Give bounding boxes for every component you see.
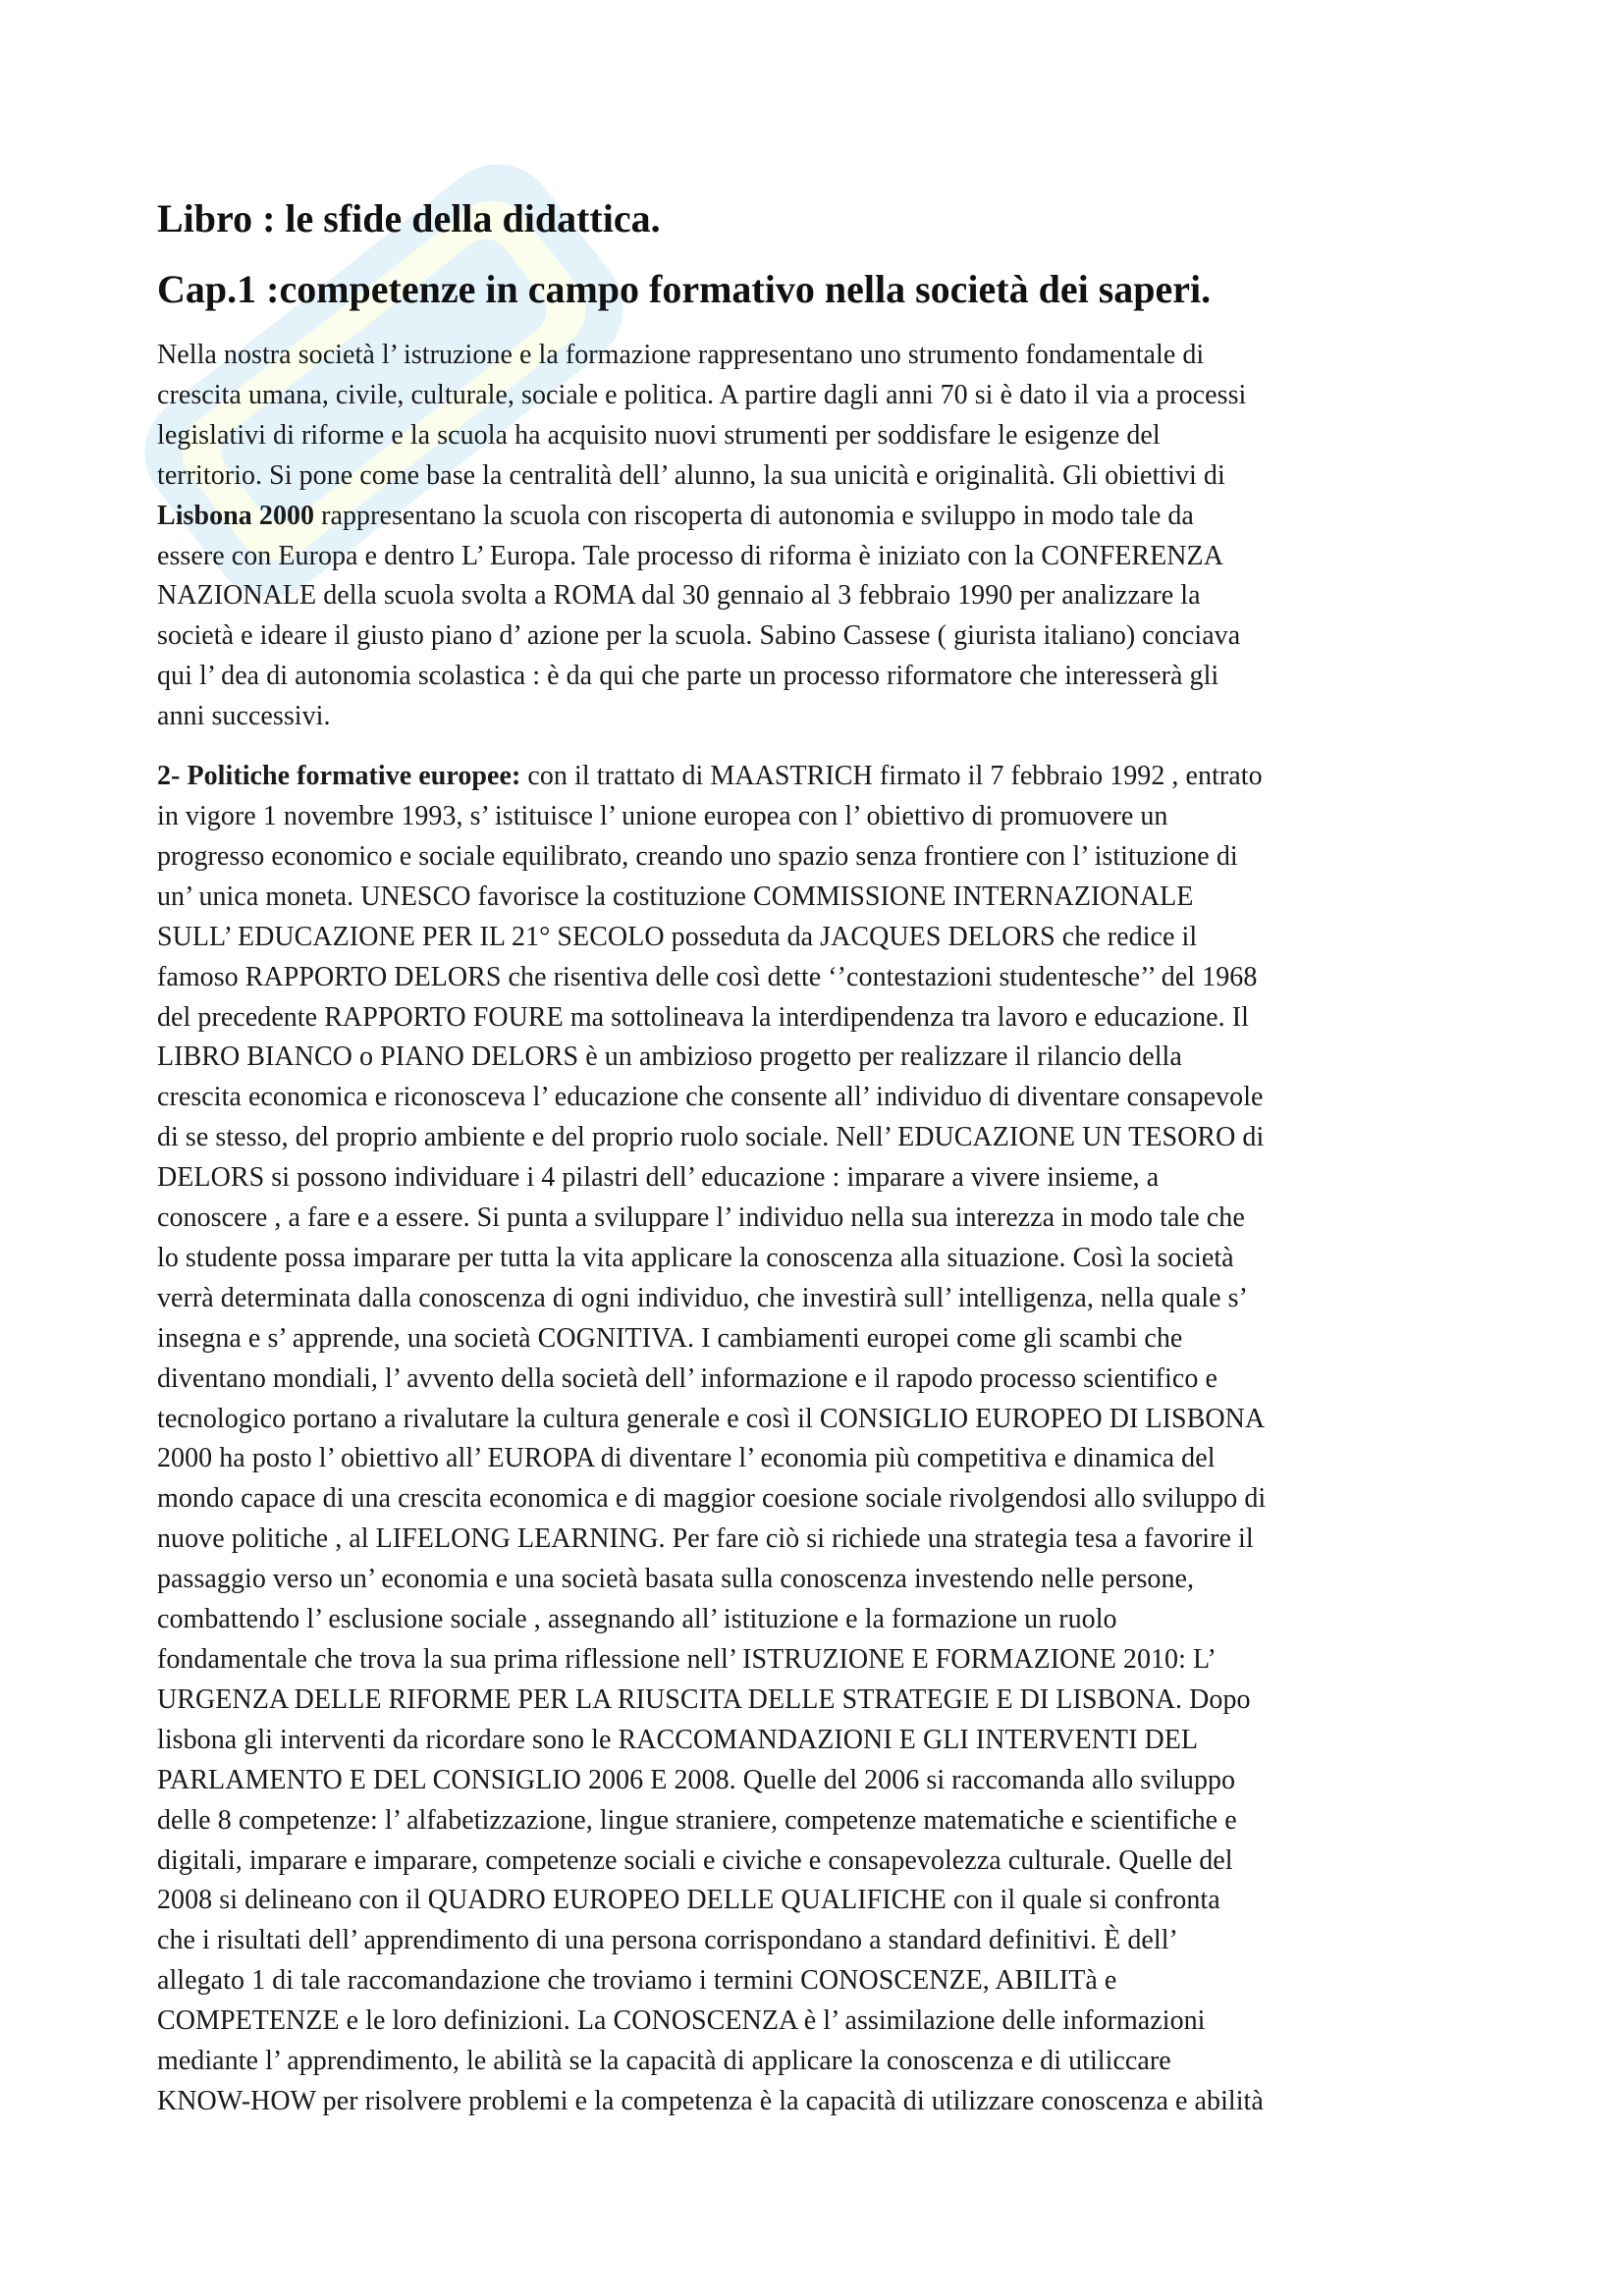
paragraph-intro bbox=[157, 336, 1483, 737]
paragraph-intro-part2: rappresentano la scuola con riscoperta di autonomia e sviluppo in modo tale da essere con Europa e dentro L’ Europa. Tale processo di riforma è iniziato con la CONFERENZA NAZIONALE della scuola svolta a ROMA dal 30 gennaio al 3 febbraio 1990 per analizzare la società e ideare il giusto piano d’ azione per la scuola. Sabino Cassese ( giurista italiano) conciava qui l’ dea di autonomia scolastica : è da qui che parte un processo riformatore che interesserà gli anni successivi. bbox=[157, 500, 1241, 732]
document-title: Libro : le sfide della didattica. bbox=[157, 196, 661, 240]
paragraph-european-policies-text: con il trattato di MAASTRICH firmato il 7 febbraio 1992 , entrato in vigore 1 novembre 1993, s’ istituisce l’ unione europea con l’ obiettivo di promuovere un progresso economico e sociale equilibrato, creando uno spazio senza frontiere con l’ istituzione di un’ unica moneta. UNESCO favorisce la costituzione COMMISSIONE INTERNAZIONALE SULL’ EDUCAZIONE PER IL 21° SECOLO posseduta da JACQUES DELORS che redice il famoso RAPPORTO DELORS che risentiva delle così dette ‘’contestazioni studentesche’’ del 1968 del precedente RAPPORTO FOURE ma sottolineava la interdipendenza tra lavoro e educazione. Il LIBRO BIANCO o PIANO DELORS è un ambizioso progetto per realizzare il rilancio della crescita economica e riconosceva l’ educazione che consente all’ individuo di diventare consapevole di se stesso, del proprio ambiente e del proprio ruolo sociale. Nell’ EDUCAZIONE UN TESORO di DELORS si possono individuare i 4 pilastri dell’ educazione : imparare a vivere insieme, a conoscere , a fare e a essere. Si punta a sviluppare l’ individuo nella sua interezza in modo tale che lo studente possa imparare per tutta la vita applicare la conoscenza alla situazione. Così la società verrà determinata dalla conoscenza di ogni individuo, che investirà sull’ intelligenza, nella quale s’ insegna e s’ apprende, una società COGNITIVA. I cambiamenti europei come gli scambi che diventano mondiali, l’ avvento della società dell’ informazione e il rapodo processo scientifico e tecnologico portano a rivalutare la cultura generale e così il CONSIGLIO EUROPEO DI LISBONA 2000 ha posto l’ obiettivo all’ EUROPA di diventare l’ economia più competitiva e dinamica del mondo capace di una crescita economica e di maggior coesione sociale rivolgendosi allo sviluppo di nuove politiche , al LIFELONG LEARNING. Per fare ciò si richiede una strategia tesa a favorire il passaggio verso un’ economia e una società basata sulla conoscenza investendo nelle persone, combattendo l’ esclusione sociale , assegnando all’ istituzione e la formazione un ruolo fondamentale che trova la sua prima riflessione nell’ ISTRUZIONE E FORMAZIONE 2010: L’ URGENZA DELLE RIFORME PER LA RIUSCITA DELLE STRATEGIE E DI LISBONA. Dopo lisbona gli interventi da ricordare sono le RACCOMANDAZIONI E GLI INTERVENTI DEL PARLAMENTO E DEL CONSIGLIO 2006 E 2008. Quelle del 2006 si raccomanda allo sviluppo delle 8 competenze: l’ alfabetizzazione, lingue straniere, competenze matematiche e scientifiche e digitali, imparare e imparare, competenze sociali e civiche e consapevolezza culturale. Quelle del 2008 si delineano con il QUADRO EUROPEO DELLE QUALIFICHE con il quale si confronta che i risultati dell’ apprendimento di una persona corrispondano a standard definitivi. È dell’ allegato 1 di tale raccomandazione che troviamo i termini CONOSCENZE, ABILITà e COMPETENZE e le loro definizioni. La CONOSCENZA è l’ assimilazione delle informazioni mediante l’ apprendimento, le abilità se la capacità di applicare la conoscenza e di utiliccare KNOW-HOW per risolvere problemi e la competenza è la capacità di utilizzare conoscenza e abilità bbox=[157, 761, 1267, 2116]
section-heading-european-policies: 2- Politiche formative europee: bbox=[157, 761, 521, 792]
paragraph-intro-bold: Lisbona 2000 bbox=[157, 500, 315, 531]
document-page bbox=[157, 194, 1483, 2142]
chapter-heading: Cap.1 :competenze in campo formativo nella società dei saperi. bbox=[157, 267, 1212, 311]
paragraph-intro-part1: Nella nostra società l’ istruzione e la formazione rappresentano uno strumento fondamentale di crescita umana, civile, culturale, sociale e politica. A partire dagli anni 70 si è dato il via a processi legislativi di riforme e la scuola ha acquisito nuovi strumenti per soddisfare le esigenze del territorio. Si pone come base la centralità dell’ alunno, la sua unicità e originalità. Gli obiettivi di bbox=[157, 340, 1247, 491]
paragraph-european-policies bbox=[157, 757, 1483, 2122]
